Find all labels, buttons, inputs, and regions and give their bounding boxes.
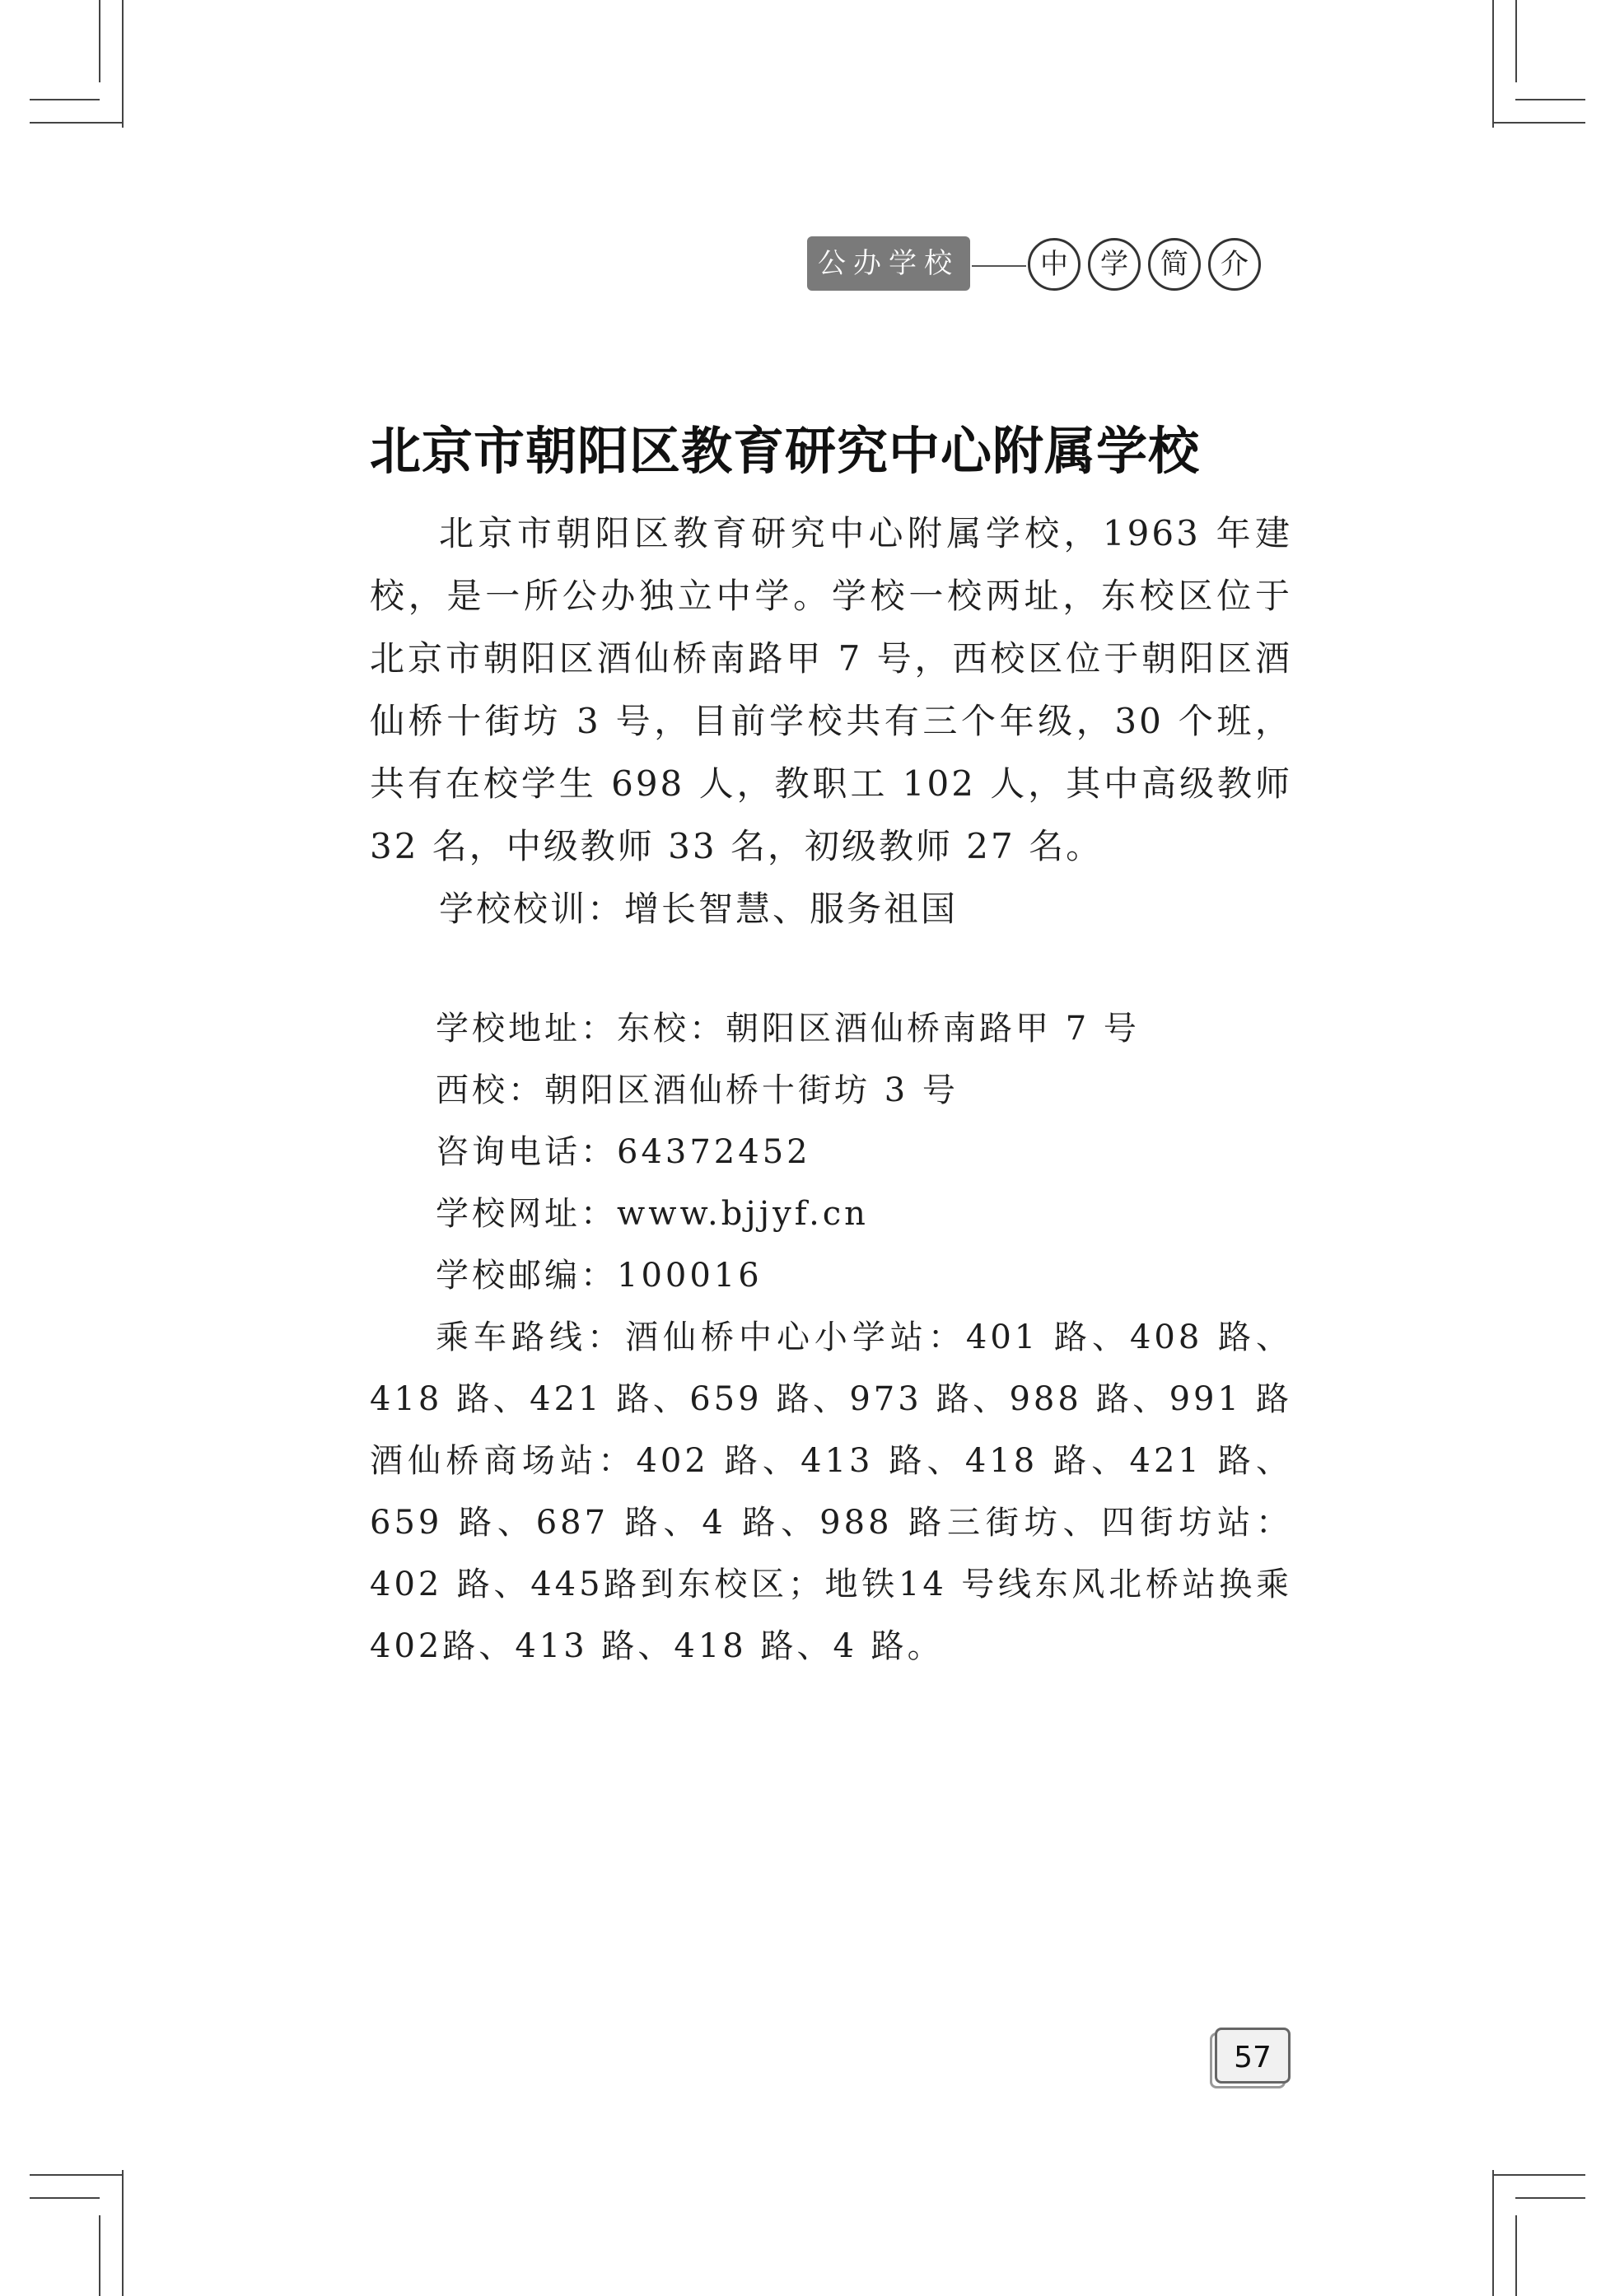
series-title-char: 介 (1208, 238, 1261, 291)
series-title (1028, 238, 1261, 291)
crop-mark (1492, 2174, 1585, 2176)
website: 学校网址：www.bjjyf.cn (436, 1195, 869, 1233)
series-title-char: 中 (1028, 238, 1081, 291)
crop-mark (1515, 0, 1517, 82)
crop-mark (1492, 2170, 1494, 2296)
phone: 咨询电话：64372452 (436, 1133, 811, 1171)
crop-mark (30, 2174, 122, 2176)
school-info (370, 998, 1292, 1678)
page-number: 57 (1215, 2028, 1291, 2084)
address-east: 学校地址：东校：朝阳区酒仙桥南路甲 7 号 (436, 1010, 1140, 1048)
crop-mark (1515, 99, 1585, 100)
page-title: 北京市朝阳区教育研究中心附属学校 (370, 421, 1201, 481)
postcode: 学校邮编：100016 (436, 1257, 763, 1295)
crop-mark (99, 2215, 100, 2296)
crop-mark (30, 2197, 100, 2199)
crop-mark (30, 99, 100, 100)
crop-mark (99, 0, 100, 82)
crop-mark (122, 2170, 124, 2296)
crop-mark (1492, 0, 1494, 128)
intro-section (370, 502, 1292, 940)
crop-mark (1515, 2197, 1585, 2199)
intro-paragraph: 北京市朝阳区教育研究中心附属学校，1963 年建校，是一所公办独立中学。学校一校两址，东校区位于北京市朝阳区酒仙桥南路甲 7 号，西校区位于朝阳区酒仙桥十街坊 3 号，目前学校共有三个年级，30 个班，共有在校学生 698 人，教职工 102 人，其中高级教师 32 名，中级教师 33 名，初级教师 27 名。 (370, 513, 1292, 866)
address-west: 西校：朝阳区酒仙桥十街坊 3 号 (436, 1071, 959, 1109)
bus-routes: 乘车路线：酒仙桥中心小学站：401 路、408 路、418 路、421 路、659 路、973 路、988 路、991 路酒仙桥商场站：402 路、413 路、418 路、421 路、 659 路、687 路、4 路、988 路三街坊、四街坊站：402 路、445路到东校区；地铁14 号线东风北桥站换乘402路、413 路、418 路、4 路。 (370, 1318, 1292, 1665)
motto-paragraph: 学校校训：增长智慧、服务祖国 (439, 889, 959, 929)
crop-mark (1515, 2215, 1517, 2296)
crop-mark (30, 122, 122, 124)
crop-mark (1492, 122, 1585, 124)
series-title-char: 简 (1148, 238, 1201, 291)
crop-mark (122, 0, 124, 128)
series-title-char: 学 (1088, 238, 1141, 291)
header-connector-line (972, 265, 1026, 267)
section-category-tag: 公办学校 (807, 236, 970, 291)
